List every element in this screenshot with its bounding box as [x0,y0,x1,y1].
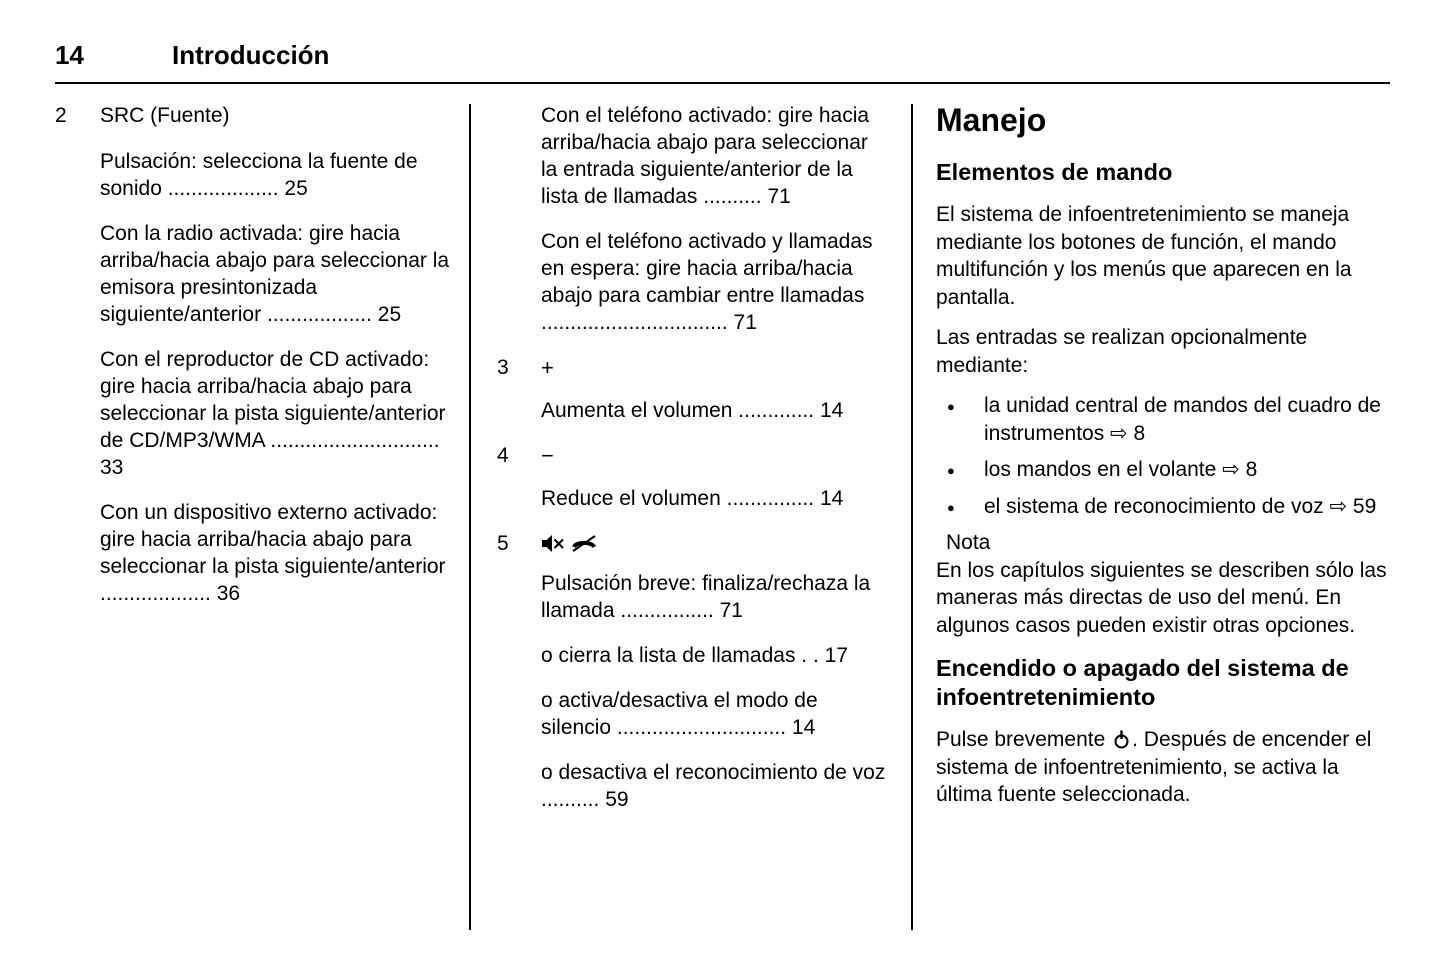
subsection-heading-controls: Elementos de mando [936,159,1173,185]
toc-entry [541,687,888,741]
column-left [55,102,455,930]
toc-entry-leader: ................ [620,599,714,622]
body-paragraph [936,726,1390,809]
toc-entry-leader: ................................ [541,311,728,334]
toc-item-number: 2 [55,104,67,127]
power-icon [1113,730,1130,749]
toc-entry-page: 71 [713,599,743,622]
toc-entry-page: 71 [727,311,757,334]
mute-icon [541,534,564,553]
toc-entry [541,228,888,336]
toc-entry [100,346,455,481]
toc-entry [100,220,455,328]
toc-entry [541,642,888,669]
toc-entry-text: o desactiva el reconocimiento de voz [541,761,886,784]
toc-entry-text: Con el teléfono activado y llamadas en espera: gire hacia arriba/hacia abajo para cambiar entre llamadas [541,230,873,307]
column-divider [469,104,471,930]
toc-entry-text: Aumenta el volumen [541,399,739,422]
minus-button-symbol: − [541,443,554,468]
toc-entry-text: Con el teléfono activado: gire hacia arriba/hacia abajo para seleccionar la entrada siguiente/anterior de la lista de llamadas [541,104,870,208]
toc-entry-page: 14 [814,487,844,510]
toc-entry-page: 71 [761,185,791,208]
button-symbols [541,532,888,554]
toc-entry-page: 17 [818,644,849,667]
toc-entry-text: o activa/desactiva el modo de silencio [541,689,818,739]
toc-entry-page: 14 [786,716,816,739]
column-right [936,102,1390,930]
toc-item-body [100,102,455,625]
toc-entry-leader: .......... [703,185,762,208]
toc-item-number: 5 [497,532,509,555]
toc-entry-leader: ................... [167,177,279,200]
note-label: Nota [946,531,991,554]
toc-item-body [541,442,888,530]
page-header [55,0,1390,84]
chapter-title: Introducción [172,40,330,70]
toc-entry-text: Reduce el volumen [541,487,727,510]
toc-entry-text: Con el reproductor de CD activado: gire hacia arriba/hacia abajo para seleccionar la pista siguiente/anterior de CD/MP3/WMA [100,348,446,452]
toc-entry-text: Pulsación breve: finaliza/rechaza la llamada [541,572,871,622]
toc-item-title: SRC (Fuente) [100,104,230,127]
bullet-list [936,392,1390,520]
toc-entry-leader: ............................. [270,429,440,452]
toc-gutter-empty [497,102,541,354]
toc-entry [541,759,888,813]
toc-entry-leader: ................... [100,582,211,605]
toc-entry-page: 59 [599,788,629,811]
toc-item-number: 4 [497,444,509,467]
toc-entry-text: Con la radio activada: gire hacia arriba/hacia abajo para seleccionar la emisora presintonizada siguiente/anterior [100,222,450,326]
toc-item-body [541,354,888,442]
plus-button-symbol: + [541,355,554,380]
toc-entry [541,485,888,512]
toc-item-2-continuation [497,102,888,354]
paragraph-text: Pulse brevemente [936,728,1112,751]
column-middle [497,102,888,930]
content-columns [55,84,1390,930]
toc-entry [541,397,888,424]
toc-entry-leader: ............. [738,399,815,422]
toc-entry-leader: .......... [541,788,600,811]
note-text: En los capítulos siguientes se describen sólo las maneras más directas de uso del menú. En algunos casos pueden existir otras opciones. [936,558,1387,637]
paragraph-text: . Después de encender el sistema de infoentretenimiento, se activa la última fuente seleccionada. [936,728,1372,806]
toc-entry-page: 36 [210,582,241,605]
toc-entry-page: 33 [100,456,124,479]
bullet-item: ● la unidad central de mandos del cuadro de instrumentos ⇨ 8 [984,392,1390,447]
note-block [936,529,1390,639]
toc-item-2 [55,102,455,625]
toc-entry-page: 14 [814,399,844,422]
toc-entry-page: 25 [371,303,402,326]
toc-item-5 [497,530,888,831]
toc-item-number: 3 [497,356,509,379]
toc-item-body [541,102,888,354]
toc-entry-leader: .................. [266,303,372,326]
bullet-item: ● el sistema de reconocimiento de voz ⇨ 59 [984,493,1390,521]
toc-item-4 [497,442,888,530]
toc-entry-leader: ............................. [616,716,787,739]
toc-entry-page: 25 [278,177,308,200]
toc-entry-text: Pulsación: selecciona la fuente de sonido [100,150,418,200]
toc-item-3 [497,354,888,442]
toc-entry [100,148,455,202]
toc-entry [541,570,888,624]
bullet-item: ● los mandos en el volante ⇨ 8 [984,456,1390,484]
toc-entry [100,499,455,607]
toc-item-body [541,530,888,831]
body-paragraph: El sistema de infoentretenimiento se maneja mediante los botones de función, el mando multifunción y los menús que aparecen en la pantalla. [936,203,1352,309]
toc-entry-leader: ............... [726,487,815,510]
toc-entry-leader: . . [801,644,819,667]
toc-entry-text: o cierra la lista de llamadas [541,644,802,667]
body-paragraph: Las entradas se realizan opcionalmente mediante: [936,326,1308,377]
end-call-icon [571,534,597,553]
page-number: 14 [55,40,84,70]
toc-entry-text: Con un dispositivo externo activado: gire hacia arriba/hacia abajo para seleccionar la pista siguiente/anterior [100,501,446,578]
toc-entry [541,102,888,210]
subsection-heading-power: Encendido o apagado del sistema de infoentretenimiento [936,655,1349,710]
column-divider [911,104,913,930]
section-heading: Manejo [936,102,1047,138]
